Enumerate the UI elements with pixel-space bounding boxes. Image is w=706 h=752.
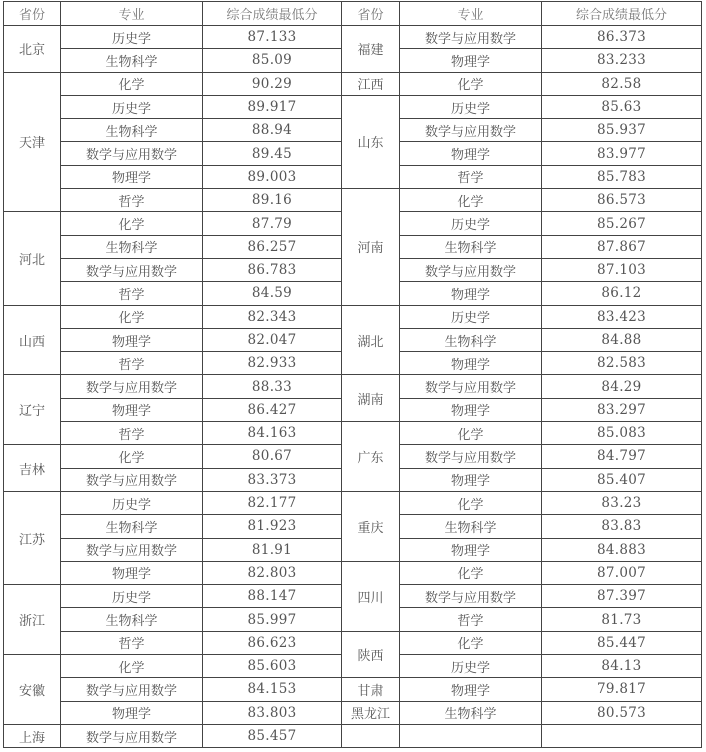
min-score-cell: 80.67: [203, 445, 342, 468]
min-score-cell: 88.33: [203, 375, 342, 398]
major-cell: 物理学: [61, 561, 203, 584]
header-major: 专业: [61, 2, 203, 26]
min-score-cell: 82.177: [203, 491, 342, 514]
table-row: [4, 585, 342, 608]
province-cell: 福建: [342, 26, 400, 73]
min-score-cell: 87.867: [542, 235, 702, 258]
major-cell: 化学: [61, 305, 203, 328]
table-row: [342, 26, 702, 49]
major-cell: 物理学: [61, 701, 203, 724]
province-cell: 北京: [4, 26, 61, 73]
min-score-cell: 89.16: [203, 189, 342, 212]
table-row: [342, 375, 702, 398]
min-score-cell: 83.373: [203, 468, 342, 491]
major-cell: 化学: [61, 72, 203, 95]
major-cell: 数学与应用数学: [61, 468, 203, 491]
table-row: [4, 655, 342, 678]
table-row: [342, 305, 702, 328]
min-score-cell: 84.883: [542, 538, 702, 561]
major-cell: 哲学: [61, 282, 203, 305]
min-score-cell: 81.91: [203, 538, 342, 561]
min-score-cell: 84.163: [203, 422, 342, 445]
min-score-cell: 88.94: [203, 119, 342, 142]
major-cell: 历史学: [61, 585, 203, 608]
major-cell: 数学与应用数学: [400, 26, 542, 49]
major-cell: 物理学: [400, 468, 542, 491]
major-cell: 哲学: [61, 352, 203, 375]
major-cell: 数学与应用数学: [61, 258, 203, 281]
min-score-cell: 86.373: [542, 26, 702, 49]
major-cell: 物理学: [61, 165, 203, 188]
major-cell: 历史学: [400, 95, 542, 118]
major-cell: 生物科学: [61, 49, 203, 72]
table-row: [342, 422, 702, 445]
major-cell: 化学: [400, 561, 542, 584]
score-tables: [3, 1, 702, 748]
major-cell: 哲学: [61, 631, 203, 654]
province-cell: 湖北: [342, 305, 400, 375]
major-cell: 物理学: [400, 352, 542, 375]
header-province: 省份: [4, 2, 61, 26]
major-cell: 哲学: [400, 608, 542, 631]
major-cell: 生物科学: [400, 701, 542, 724]
major-cell: 数学与应用数学: [61, 538, 203, 561]
header-province: 省份: [342, 2, 400, 26]
table-row: [342, 701, 702, 724]
major-cell: 物理学: [400, 142, 542, 165]
min-score-cell: 85.083: [542, 422, 702, 445]
major-cell: 化学: [400, 491, 542, 514]
major-cell: 生物科学: [61, 235, 203, 258]
major-cell: 数学与应用数学: [61, 724, 203, 747]
province-cell: 陕西: [342, 631, 400, 678]
min-score-cell: 90.29: [203, 72, 342, 95]
empty-cell: [342, 724, 400, 747]
header-min-score: 综合成绩最低分: [542, 2, 702, 26]
min-score-cell: 84.797: [542, 445, 702, 468]
min-score-cell: 86.257: [203, 235, 342, 258]
min-score-cell: 86.573: [542, 189, 702, 212]
province-cell: 江西: [342, 72, 400, 95]
min-score-cell: 82.583: [542, 352, 702, 375]
major-cell: 历史学: [61, 95, 203, 118]
province-cell: 广东: [342, 422, 400, 492]
province-cell: 吉林: [4, 445, 61, 492]
province-cell: 山西: [4, 305, 61, 375]
min-score-cell: 84.88: [542, 328, 702, 351]
min-score-cell: 87.103: [542, 258, 702, 281]
min-score-cell: 82.933: [203, 352, 342, 375]
min-score-cell: 83.977: [542, 142, 702, 165]
table-row: [342, 72, 702, 95]
score-table-right: [341, 1, 702, 748]
min-score-cell: 81.73: [542, 608, 702, 631]
province-cell: 天津: [4, 72, 61, 212]
min-score-cell: 86.12: [542, 282, 702, 305]
table-row: [4, 26, 342, 49]
province-cell: 浙江: [4, 585, 61, 655]
province-cell: 甘肃: [342, 678, 400, 701]
min-score-cell: 85.603: [203, 655, 342, 678]
min-score-cell: 88.147: [203, 585, 342, 608]
min-score-cell: 84.29: [542, 375, 702, 398]
min-score-cell: 85.267: [542, 212, 702, 235]
province-cell: 四川: [342, 561, 400, 631]
min-score-cell: 82.343: [203, 305, 342, 328]
min-score-cell: 87.79: [203, 212, 342, 235]
major-cell: 数学与应用数学: [400, 585, 542, 608]
province-cell: 河南: [342, 189, 400, 305]
min-score-cell: 86.783: [203, 258, 342, 281]
province-cell: 黑龙江: [342, 701, 400, 724]
major-cell: 物理学: [400, 282, 542, 305]
min-score-cell: 89.45: [203, 142, 342, 165]
major-cell: 生物科学: [400, 328, 542, 351]
major-cell: 物理学: [400, 398, 542, 421]
min-score-cell: 87.133: [203, 26, 342, 49]
table-row: [4, 724, 342, 747]
min-score-cell: 89.917: [203, 95, 342, 118]
min-score-cell: 85.783: [542, 165, 702, 188]
major-cell: 哲学: [61, 422, 203, 445]
major-cell: 化学: [400, 189, 542, 212]
major-cell: 化学: [61, 445, 203, 468]
min-score-cell: 84.13: [542, 655, 702, 678]
min-score-cell: 87.007: [542, 561, 702, 584]
table-row: [342, 631, 702, 654]
min-score-cell: 83.297: [542, 398, 702, 421]
major-cell: 哲学: [61, 189, 203, 212]
min-score-cell: 83.423: [542, 305, 702, 328]
major-cell: 数学与应用数学: [400, 119, 542, 142]
major-cell: 物理学: [400, 678, 542, 701]
min-score-cell: 79.817: [542, 678, 702, 701]
major-cell: 物理学: [400, 49, 542, 72]
min-score-cell: 85.457: [203, 724, 342, 747]
major-cell: 生物科学: [61, 119, 203, 142]
min-score-cell: 84.59: [203, 282, 342, 305]
major-cell: 历史学: [400, 305, 542, 328]
table-row: [4, 212, 342, 235]
province-cell: 山东: [342, 95, 400, 188]
province-cell: 河北: [4, 212, 61, 305]
score-table-left: [3, 1, 342, 748]
min-score-cell: 83.233: [542, 49, 702, 72]
min-score-cell: 86.623: [203, 631, 342, 654]
table-row: [4, 375, 342, 398]
table-row: [342, 678, 702, 701]
province-cell: 安徽: [4, 655, 61, 725]
table-row: [342, 95, 702, 118]
major-cell: 物理学: [61, 398, 203, 421]
min-score-cell: 85.447: [542, 631, 702, 654]
min-score-cell: 87.397: [542, 585, 702, 608]
major-cell: 化学: [61, 212, 203, 235]
table-row: [4, 72, 342, 95]
major-cell: 数学与应用数学: [400, 258, 542, 281]
header-min-score: 综合成绩最低分: [203, 2, 342, 26]
min-score-cell: 83.23: [542, 491, 702, 514]
min-score-cell: 80.573: [542, 701, 702, 724]
min-score-cell: 81.923: [203, 515, 342, 538]
major-cell: 生物科学: [400, 235, 542, 258]
empty-cell: [400, 724, 542, 747]
min-score-cell: 83.803: [203, 701, 342, 724]
province-cell: 上海: [4, 724, 61, 747]
table-row: [4, 491, 342, 514]
major-cell: 化学: [400, 72, 542, 95]
table-row: [342, 561, 702, 584]
major-cell: 数学与应用数学: [61, 375, 203, 398]
major-cell: 化学: [400, 422, 542, 445]
major-cell: 生物科学: [400, 515, 542, 538]
table-row: [342, 189, 702, 212]
table-row: [4, 305, 342, 328]
province-cell: 江苏: [4, 491, 61, 584]
major-cell: 生物科学: [61, 515, 203, 538]
major-cell: 历史学: [400, 212, 542, 235]
major-cell: 历史学: [61, 26, 203, 49]
major-cell: 哲学: [400, 165, 542, 188]
major-cell: 化学: [400, 631, 542, 654]
min-score-cell: 85.937: [542, 119, 702, 142]
table-row: [4, 445, 342, 468]
empty-row: [342, 724, 702, 747]
header-row: [4, 2, 342, 26]
major-cell: 化学: [61, 655, 203, 678]
min-score-cell: 86.427: [203, 398, 342, 421]
empty-cell: [542, 724, 702, 747]
header-major: 专业: [400, 2, 542, 26]
min-score-cell: 85.63: [542, 95, 702, 118]
major-cell: 生物科学: [61, 608, 203, 631]
min-score-cell: 82.803: [203, 561, 342, 584]
major-cell: 历史学: [61, 491, 203, 514]
table-row: [342, 491, 702, 514]
major-cell: 物理学: [400, 538, 542, 561]
min-score-cell: 89.003: [203, 165, 342, 188]
major-cell: 物理学: [61, 328, 203, 351]
major-cell: 历史学: [400, 655, 542, 678]
min-score-cell: 85.997: [203, 608, 342, 631]
major-cell: 数学与应用数学: [400, 375, 542, 398]
province-cell: 辽宁: [4, 375, 61, 445]
province-cell: 重庆: [342, 491, 400, 561]
major-cell: 数学与应用数学: [61, 142, 203, 165]
min-score-cell: 85.09: [203, 49, 342, 72]
min-score-cell: 84.153: [203, 678, 342, 701]
header-row: [342, 2, 702, 26]
province-cell: 湖南: [342, 375, 400, 422]
major-cell: 数学与应用数学: [61, 678, 203, 701]
min-score-cell: 82.58: [542, 72, 702, 95]
major-cell: 数学与应用数学: [400, 445, 542, 468]
min-score-cell: 83.83: [542, 515, 702, 538]
min-score-cell: 82.047: [203, 328, 342, 351]
min-score-cell: 85.407: [542, 468, 702, 491]
